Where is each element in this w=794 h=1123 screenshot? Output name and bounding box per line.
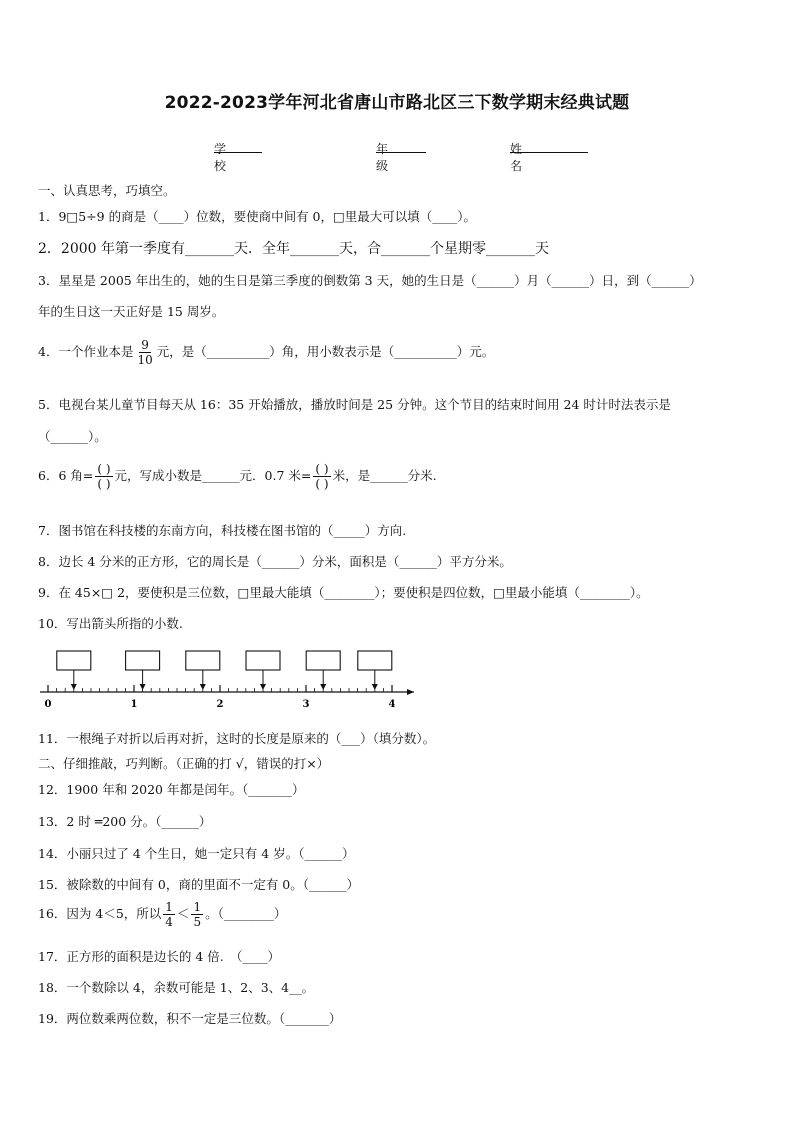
- question-12: 12．1900 年和 2020 年都是闰年。（_______）: [38, 782, 305, 797]
- less-than-sign: ＜: [176, 906, 190, 921]
- fraction-9-10: [135, 338, 154, 367]
- tick-label: 1: [130, 699, 138, 710]
- question-4: [38, 338, 494, 367]
- question-4-suffix: 元，是（__________）角，用小数表示是（__________）元。: [156, 344, 495, 359]
- question-5-line-1: 5．电视台某儿童节目每天从 16：35 开始播放，播放时间是 25 分钟。这个节目的结束时间用 24 时计时法表示是: [38, 397, 671, 412]
- pointer-arrow-head: [372, 684, 378, 690]
- question-19: 19．两位数乘两位数，积不一定是三位数。（_______）: [38, 1011, 342, 1026]
- school-label: 学校: [214, 142, 227, 173]
- pointer-arrow-head: [71, 684, 77, 690]
- section-1-heading: 一、认真思考，巧填空。: [38, 183, 176, 198]
- tick-label: 3: [302, 699, 310, 710]
- question-6: [38, 462, 437, 491]
- fraction-numerator: 9: [141, 338, 149, 352]
- question-8: 8．边长 4 分米的正方形，它的周长是（______）分米，面积是（______）平方分米。: [38, 554, 512, 569]
- question-2: 2．2000 年第一季度有_______天．全年_______天，合_______个星期零_______天: [38, 241, 549, 257]
- fraction-denominator: 4: [165, 915, 173, 929]
- page-title: 2022-2023学年河北省唐山市路北区三下数学期末经典试题: [164, 93, 630, 113]
- answer-box: [306, 651, 340, 670]
- name-label: 姓名: [510, 142, 523, 173]
- question-3-line-2: 年的生日这一天正好是 15 周岁。: [38, 304, 225, 319]
- fraction-blank-numerator: ( ): [97, 462, 111, 476]
- tick-label: 4: [388, 699, 396, 710]
- tick-label: 0: [44, 699, 52, 710]
- fraction-numerator: 1: [165, 900, 173, 914]
- question-16: [38, 900, 286, 929]
- question-16-prefix: 16．因为 4＜5，所以: [38, 906, 162, 921]
- school-blank[interactable]: [214, 140, 262, 153]
- question-3-line-1: 3．星星是 2005 年出生的，她的生日是第三季度的倒数第 3 天，她的生日是（______）月（______）日，到（______）: [38, 273, 702, 288]
- fraction-numerator: 1: [193, 900, 202, 914]
- question-5-line-2: （______）。: [38, 429, 107, 444]
- fraction-blank-2: [313, 462, 330, 491]
- question-4-prefix: 4．一个作业本是: [38, 344, 134, 359]
- question-17: 17．正方形的面积是边长的 4 倍. （____）: [38, 949, 281, 964]
- answer-box: [186, 651, 220, 670]
- fraction-1-4: [163, 900, 175, 929]
- question-1: 1．9□5÷9 的商是（____）位数，要使商中间有 0，□里最大可以填（____）。: [38, 209, 477, 224]
- pointer-arrow-head: [260, 684, 266, 690]
- question-6-part-3: 米，是______分米.: [332, 468, 437, 483]
- answer-box: [358, 651, 392, 670]
- grade-blank[interactable]: [376, 140, 426, 153]
- answer-box: [57, 651, 91, 670]
- fraction-blank-1: [95, 462, 112, 491]
- answer-box: [246, 651, 280, 670]
- fraction-denominator: 5: [193, 915, 202, 929]
- pointer-arrow-head: [200, 684, 206, 690]
- pointer-arrow-head: [140, 684, 146, 690]
- question-13: 13．2 时 ═200 分。（______）: [38, 814, 212, 829]
- question-18: 18．一个数除以 4，余数可能是 1、2、3、4__。: [38, 980, 315, 995]
- fraction-denominator: 10: [137, 353, 153, 367]
- question-9: 9．在 45×□ 2，要使积是三位数，□里最大能填（________）；要使积是四位数，□里最小能填（________）。: [38, 585, 649, 600]
- question-6-part-1: 6．6 角=: [38, 468, 94, 483]
- axis-arrow-head: [407, 689, 414, 695]
- fraction-blank-denominator: ( ): [97, 477, 111, 491]
- question-6-part-2: 元，写成小数是______元．0.7 米=: [114, 468, 312, 483]
- question-15: 15．被除数的中间有 0，商的里面不一定有 0。（______）: [38, 877, 360, 892]
- fraction-blank-denominator: ( ): [315, 477, 329, 491]
- question-14: 14．小丽只过了 4 个生日，她一定只有 4 岁。（______）: [38, 846, 355, 861]
- pointer-arrow-head: [320, 684, 326, 690]
- number-line-figure: [36, 648, 426, 712]
- section-2-heading: 二、仔细推敲，巧判断。（正确的打 √，错误的打×）: [38, 756, 330, 771]
- answer-box: [126, 651, 160, 670]
- question-11: 11．一根绳子对折以后再对折，这时的长度是原来的（___）（填分数）。: [38, 731, 436, 746]
- tick-label: 2: [216, 699, 224, 710]
- question-10: 10．写出箭头所指的小数.: [38, 616, 183, 631]
- grade-label: 年级: [376, 142, 389, 173]
- name-blank[interactable]: [510, 140, 588, 153]
- fraction-1-5: [191, 900, 203, 929]
- question-16-suffix: 。（________）: [205, 906, 287, 921]
- question-7: 7．图书馆在科技楼的东南方向，科技楼在图书馆的（_____）方向.: [38, 523, 407, 538]
- fraction-blank-numerator: ( ): [315, 462, 329, 476]
